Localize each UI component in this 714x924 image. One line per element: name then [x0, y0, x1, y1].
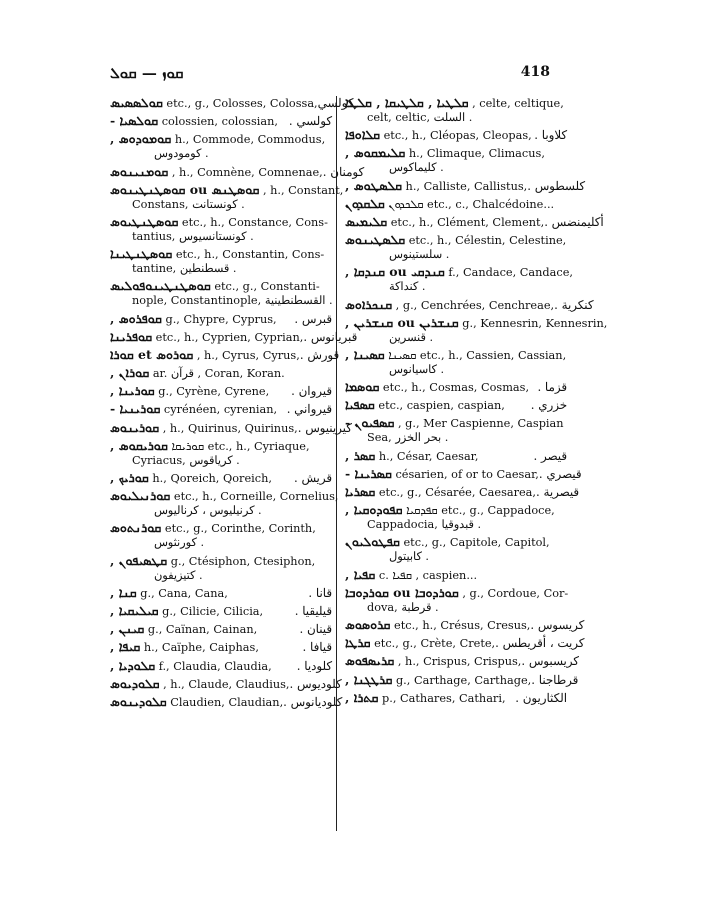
- entry-first-line: [110, 622, 332, 637]
- entry-continuation: tantius, كونستانسيوس .: [132, 229, 254, 243]
- syriac-headword: ܩܣܪ ,: [345, 447, 376, 463]
- entry-continuation: Constans, كونستانت .: [132, 197, 245, 211]
- entry-first-line: [345, 380, 567, 395]
- syriac-headword: ܩܠܐܘܦܐ: [345, 127, 381, 143]
- syriac-headword: ܩܠܛܝܐ , ܩܠܛܝܩܐ , ܩܠܛܐ: [345, 95, 469, 110]
- arabic-equivalent: قزما .: [537, 380, 567, 395]
- syriac-headword: ܩܠܘܕܝܐ ,: [110, 657, 156, 673]
- arabic-equivalent: كولسي .: [288, 114, 332, 129]
- entry-continuation: Cappadocia, قبدوقيا .: [367, 518, 482, 532]
- syriac-headword: ܩܘܣܡܐ: [345, 379, 380, 395]
- arabic-equivalent: قورش .: [299, 347, 340, 362]
- entry-gloss: césarien, of or to Caesar,: [395, 467, 539, 481]
- entry-gloss: etc., g., Crète, Crete,: [374, 637, 496, 651]
- arabic-equivalent: كومنان .: [322, 164, 365, 179]
- syriac-headword: ܩܦܘܕܘܩܝܐ ,: [345, 502, 403, 518]
- entry-gloss: , h., Crispus, Crispus,: [397, 655, 522, 669]
- entry-continuation: كنداكة .: [389, 280, 426, 294]
- dictionary-entry: [110, 586, 332, 601]
- dictionary-entry: [345, 197, 567, 212]
- entry-gloss: f., Claudia, Claudia,: [158, 659, 272, 673]
- dictionary-entry: [110, 675, 342, 692]
- entry-first-line: [345, 416, 567, 431]
- entry-first-line: [110, 384, 332, 399]
- entry-continuation: قنسرين .: [389, 330, 434, 344]
- dictionary-entry: [110, 521, 332, 550]
- entry-first-line: [110, 312, 332, 327]
- entry-first-line: [345, 197, 567, 212]
- entry-gloss: g., Kennesrin, Kennesrin,: [462, 316, 608, 330]
- arabic-equivalent: قيصري .: [538, 466, 582, 481]
- arabic-equivalent: كلوديوس .: [289, 676, 342, 691]
- entry-continuation: كتيزيفون .: [154, 568, 203, 582]
- page-number: 418: [520, 64, 550, 80]
- dictionary-entry: [345, 653, 579, 669]
- arabic-equivalent: قيليقيا .: [294, 603, 332, 618]
- entry-first-line: [345, 465, 582, 482]
- syriac-headword: ܩܬܪܐ ,: [345, 689, 379, 705]
- syriac-headword: ܩܘܣܛܢܣ ou ܩܘܣܛܢܛܝܢܘܣ: [110, 181, 260, 197]
- page-header: [110, 64, 550, 84]
- entry-gloss: h., Climaque, Climacus,: [408, 147, 545, 161]
- entry-continuation: nople, Constantinople, القسطنطينية .: [132, 294, 333, 308]
- entry-gloss: h., Commode, Commodus,: [174, 133, 326, 147]
- syriac-headword: ܩܘܪܝܢܐ ,: [110, 383, 155, 399]
- dictionary-entry: [110, 384, 332, 399]
- arabic-equivalent: كريسبوس .: [521, 654, 579, 669]
- entry-gloss: etc., h., Cosmas, Cosmas,: [382, 381, 530, 395]
- entry-gloss: g., Cana, Cana,: [140, 586, 228, 600]
- entry-continuation: سلستينوس .: [389, 248, 450, 262]
- entry-gloss: etc., g., Césarée, Caesarea,: [378, 486, 537, 499]
- entry-gloss: g., Ctésiphon, Ctesiphon,: [170, 554, 316, 568]
- entry-first-line: [345, 146, 567, 161]
- syriac-headword: ܩܠܣܛܝܢܘܣ: [345, 232, 406, 248]
- syriac-headword: ܩܪܛܐ: [345, 635, 371, 651]
- syriac-headword: ܩܘܣܛܢܛܝܢܘܦܘܠܝܣ: [110, 278, 211, 294]
- entry-gloss: , h., Quirinus, Quirinus,: [162, 421, 298, 435]
- entry-gloss: g., Cilicie, Cilicia,: [162, 604, 264, 618]
- arabic-equivalent: كريت ، أقريطس .: [495, 636, 585, 651]
- arabic-equivalent: كلسطوس .: [527, 178, 585, 193]
- syriac-headword: ܩܘܪܐܢ ,: [110, 365, 150, 381]
- dictionary-entry: [345, 233, 567, 262]
- arabic-equivalent: قبرس .: [294, 311, 332, 326]
- syriac-headword: ܩܘܪܢܝܠܝܘܣ: [110, 488, 171, 504]
- entry-first-line: [345, 314, 608, 331]
- dictionary-entry: [345, 671, 579, 688]
- entry-gloss: , g., Cenchrées, Cenchreae,: [395, 298, 555, 312]
- dictionary-entry: [110, 402, 332, 417]
- entry-gloss: etc., h., Célestin, Celestine,: [408, 234, 567, 248]
- arabic-equivalent: قرطاجنا .: [531, 672, 579, 687]
- syriac-headword: ܩܘܪܝܢܘܣ: [110, 419, 160, 435]
- syriac-headword: ܩܠܘܕܝܢܘܣ: [110, 693, 167, 709]
- entry-gloss: ܩܣܝܢܐ etc., h., Cassien, Cassian,: [388, 348, 567, 362]
- dictionary-entry: [110, 132, 332, 161]
- entry-continuation: كرنيليوس ، كرناليوس .: [154, 504, 262, 518]
- entry-gloss: etc., h., Constantin, Cons-: [175, 248, 325, 262]
- entry-gloss: , h., Constant,: [262, 183, 344, 197]
- entry-first-line: [345, 128, 567, 143]
- entry-gloss: ܩܘܪܝܩܐ etc., h., Cyriaque,: [171, 439, 310, 453]
- dictionary-entry: [110, 312, 332, 327]
- dictionary-entry: [110, 554, 332, 583]
- entry-gloss: etc., h., Corneille, Cornelius,: [173, 490, 339, 504]
- entry-first-line: [345, 691, 567, 706]
- arabic-equivalent: الكثاريون .: [515, 690, 567, 705]
- entry-continuation: Sea, بحر الخزر .: [367, 431, 449, 445]
- arabic-equivalent: كلوديا .: [296, 658, 332, 673]
- arabic-equivalent: قيرواني .: [286, 402, 332, 417]
- entry-first-line: [110, 693, 343, 710]
- dictionary-entry: [345, 586, 567, 615]
- syriac-headword: ܩܘܪܕܘܒܐ ou ܩܘܪܕܘܒܐ: [345, 584, 459, 600]
- arabic-equivalent: قريش .: [294, 471, 332, 485]
- entry-first-line: [110, 604, 332, 619]
- entry-continuation: Cyriacus, كرياقوس .: [132, 453, 240, 467]
- entry-gloss: c. ܩܦܝܐ , caspien...: [378, 568, 478, 582]
- syriac-headword: ܩܣܝܢܐ ,: [345, 346, 385, 362]
- syriac-headword: ܩܘܡܢܝܢܘܣ: [110, 163, 169, 179]
- dictionary-entry: [345, 691, 567, 706]
- dictionary-entry: [110, 488, 339, 518]
- syriac-headword: ܩܘܪܝܢܝܐ -: [110, 401, 161, 417]
- entry-gloss: p., Cathares, Cathari,: [382, 691, 506, 705]
- entry-gloss: etc., h., Cléopas, Cleopas,: [383, 129, 532, 143]
- syriac-headword: ܩܠܘܕܝܘܣ: [110, 675, 160, 691]
- entry-gloss: f., Candace, Candace,: [448, 266, 573, 280]
- dictionary-entry: [345, 503, 567, 532]
- dictionary-entry: [345, 380, 567, 395]
- syriac-headword: ܩܣܦܝܐ: [345, 397, 375, 413]
- entry-first-line: [345, 484, 580, 500]
- dictionary-entry: [110, 471, 332, 486]
- syriac-headword: ܩܠܣܛܘܣ ,: [345, 177, 402, 193]
- entry-first-line: [345, 535, 567, 550]
- arabic-equivalent: كريسوس .: [530, 617, 585, 632]
- arabic-equivalent: قانا .: [308, 585, 332, 600]
- entry-gloss: etc., h., Crésus, Cresus,: [394, 618, 531, 632]
- dictionary-entry: [110, 622, 332, 637]
- arabic-equivalent: قيافا .: [302, 640, 332, 655]
- entry-first-line: [345, 233, 567, 248]
- syriac-headword: ܩܛܣܝܦܘܢ ,: [110, 552, 168, 568]
- syriac-headword: ܩܘܠܣܣܝܣ: [110, 95, 163, 110]
- syriac-headword: ܩܘܪܘܣ et ܩܘܪܐ: [110, 346, 194, 362]
- arabic-equivalent: قيصرية .: [536, 485, 580, 499]
- entry-first-line: [345, 398, 567, 413]
- syriac-headword: ܩܣܪܝܐ: [345, 484, 376, 499]
- entry-first-line: [110, 488, 339, 504]
- entry-first-line: [110, 247, 332, 262]
- syriac-headword: ܩܝܠܝܩܝܐ ,: [110, 602, 159, 618]
- entry-gloss: ar. قرآن , Coran, Koran.: [152, 367, 285, 381]
- entry-first-line: [345, 616, 585, 633]
- arabic-equivalent: قيروان .: [291, 384, 332, 399]
- entry-gloss: h., Qoreich, Qoreich,: [152, 472, 272, 485]
- syriac-headword: ܩܘܠܣܝܐ -: [110, 113, 159, 129]
- dictionary-entry: [110, 419, 352, 436]
- arabic-equivalent: أكليمنضس .: [544, 214, 604, 229]
- dictionary-entry: [345, 128, 567, 143]
- entry-first-line: [345, 449, 567, 464]
- entry-first-line: [345, 296, 594, 313]
- arabic-equivalent: قيصر .: [533, 448, 567, 463]
- entry-first-line: [110, 640, 332, 655]
- syriac-headword: ܩܝܢܢ ,: [110, 621, 145, 637]
- arabic-equivalent: خزري .: [530, 398, 567, 413]
- entry-gloss: etc., g., Corinthe, Corinth,: [164, 522, 316, 536]
- entry-first-line: [110, 328, 358, 345]
- dictionary-entry: [345, 635, 585, 651]
- syriac-headword: ܩܢܐ ,: [110, 584, 137, 600]
- dictionary-entry: [345, 449, 567, 464]
- entry-continuation: كليماكوس .: [389, 161, 444, 175]
- entry-first-line: [345, 213, 604, 230]
- dictionary-entry: [110, 346, 340, 363]
- entry-first-line: [110, 366, 332, 381]
- entry-first-line: [110, 419, 352, 436]
- entry-continuation: tantine, قسطنطين .: [132, 262, 237, 276]
- entry-gloss: etc., h., Cyprien, Cyprian,: [155, 330, 304, 344]
- syriac-headword: ܩܪܛܓܢܐ ,: [345, 671, 393, 687]
- syriac-headword: ܩܪܝܣܦܘܣ: [345, 653, 395, 669]
- entry-gloss: g., Caïnan, Cainan,: [147, 623, 258, 637]
- entry-gloss: , g., Cordoue, Cor-: [462, 586, 569, 600]
- dictionary-entry: [110, 366, 332, 381]
- entry-first-line: [345, 568, 567, 583]
- syriac-headword: ܩܘܣܛܢܛܝܘܣ: [110, 213, 179, 229]
- dictionary-entry: [110, 693, 343, 710]
- entry-continuation: كابيتول .: [389, 550, 430, 564]
- entry-continuation: كورنثوس .: [154, 536, 205, 550]
- entry-first-line: [110, 95, 354, 111]
- dictionary-entry: [110, 247, 332, 276]
- entry-first-line: [345, 635, 585, 651]
- entry-first-line: [110, 586, 332, 601]
- entry-first-line: [345, 586, 567, 601]
- entry-gloss: , h., Comnène, Comnenae,: [171, 165, 323, 179]
- syriac-headword: ܩܦܛܘܠܝܘܢ: [345, 534, 400, 550]
- entry-gloss: etc., h., Constance, Cons-: [181, 215, 328, 229]
- entry-gloss: g., Chypre, Cyprus,: [165, 312, 277, 326]
- dictionary-entry: [110, 659, 332, 674]
- entry-first-line: [345, 671, 579, 688]
- arabic-equivalent: قينان .: [299, 622, 332, 637]
- dictionary-entry: [345, 484, 580, 500]
- dictionary-entry: [345, 146, 567, 175]
- dictionary-entry: [345, 416, 567, 445]
- dictionary-entry: [345, 568, 567, 583]
- dictionary-entry: [345, 314, 608, 345]
- entry-gloss: etc., g., Constanti-: [214, 280, 320, 294]
- syriac-headword: ܩܘܦܪܝܢܐ: [110, 328, 153, 344]
- entry-gloss: etc., h., Clément, Clement,: [390, 215, 545, 229]
- dictionary-entry: [345, 213, 604, 230]
- dictionary-entry: [345, 348, 567, 377]
- entry-continuation: كاسيانوس .: [389, 362, 445, 376]
- arabic-equivalent: كنكرية .: [554, 297, 594, 312]
- syriac-headword: ܩܘܡܘܕܘܣ ,: [110, 131, 172, 147]
- entry-first-line: [110, 279, 332, 294]
- entry-first-line: [110, 675, 342, 692]
- entry-first-line: [110, 659, 332, 674]
- entry-first-line: [345, 96, 567, 111]
- syriac-headword: ܩܠܩܕܘܢ: [345, 195, 385, 211]
- entry-gloss: , g., Mer Caspienne, Caspian: [397, 417, 564, 431]
- dictionary-entry: [110, 279, 332, 308]
- syriac-headword: ܩܘܦܪܘܣ ,: [110, 310, 162, 326]
- entry-first-line: [110, 215, 332, 230]
- entry-gloss: , celte, celtique,: [472, 97, 564, 110]
- right-column: [345, 95, 608, 709]
- entry-first-line: [110, 521, 332, 536]
- arabic-equivalent: كيرينيوس .: [297, 420, 352, 435]
- arabic-equivalent: قبريانوس .: [303, 329, 358, 344]
- entry-first-line: [110, 132, 332, 147]
- entry-first-line: [345, 503, 567, 518]
- entry-first-line: [110, 181, 344, 198]
- syriac-headword: ܩܝܦܐ ,: [110, 639, 141, 655]
- dictionary-entry: [110, 95, 354, 111]
- running-head: ܩܘܙ — ܩܘܠ: [110, 64, 184, 82]
- entry-gloss: ܩܦܕܩܝܐ etc., g., Cappadoce,: [406, 504, 555, 518]
- dictionary-entry: [110, 163, 365, 180]
- syriac-headword: ܩܢܟܪܐܘܣ: [345, 296, 393, 312]
- dictionary-entry: [110, 439, 332, 468]
- entry-continuation: كومودوس .: [154, 147, 209, 161]
- dictionary-entry: [345, 264, 573, 294]
- entry-first-line: [110, 346, 340, 363]
- dictionary-entry: [345, 398, 567, 413]
- entry-gloss: h., Calliste, Callistus,: [405, 179, 528, 193]
- syriac-headword: ܩܢܫܪܝܢ ou ܩܢܫܪܝܢ ,: [345, 314, 459, 330]
- syriac-headword: ܩܘܪܢܬܘܣ: [110, 520, 162, 536]
- entry-gloss: etc., g., Colosses, Colossa,: [166, 97, 318, 110]
- entry-gloss: etc., caspien, caspian,: [378, 399, 505, 413]
- arabic-equivalent: كلوديانوس .: [283, 694, 343, 709]
- entry-first-line: [345, 653, 579, 669]
- entry-first-line: [110, 439, 332, 454]
- dictionary-entry: [345, 465, 582, 482]
- entry-gloss: Claudien, Claudian,: [170, 695, 284, 709]
- entry-gloss: colossien, colossian,: [161, 115, 278, 129]
- entry-continuation: celt, celtic, السلت .: [367, 111, 473, 124]
- entry-gloss: ܩܠܟܕܘܢ etc., c., Chalcédoine...: [388, 197, 555, 211]
- syriac-headword: ܩܦܝܐ ,: [345, 566, 376, 582]
- entry-gloss: h., Caïphe, Caiphas,: [143, 641, 259, 655]
- entry-first-line: [110, 471, 332, 486]
- dictionary-entry: [345, 296, 594, 313]
- entry-first-line: [110, 554, 332, 569]
- syriac-headword: ܩܣܦܝܘܢ -: [345, 415, 395, 431]
- syriac-headword: ܩܘܪܝܩܘܣ ,: [110, 437, 168, 453]
- syriac-headword: ܩܠܝܡܩܘܣ ,: [345, 145, 406, 161]
- dictionary-entry: [345, 535, 567, 564]
- entry-first-line: [110, 402, 332, 417]
- dictionary-entry: [345, 96, 567, 125]
- entry-gloss: h., César, Caesar,: [378, 449, 479, 463]
- dictionary-entry: [110, 215, 332, 244]
- arabic-equivalent: كولسي: [317, 96, 354, 110]
- entry-gloss: etc., g., Capitole, Capitol,: [403, 536, 550, 550]
- dictionary-entry: [110, 181, 344, 212]
- dictionary-entry: [110, 114, 332, 129]
- entry-first-line: [110, 114, 332, 129]
- entry-gloss: g., Cyrène, Cyrene,: [158, 385, 270, 399]
- dictionary-entry: [110, 604, 332, 619]
- arabic-equivalent: كلاوبا .: [534, 128, 567, 143]
- entry-gloss: g., Carthage, Carthage,: [395, 673, 532, 687]
- entry-first-line: [345, 348, 567, 363]
- entry-gloss: cyrénéen, cyrenian,: [163, 403, 278, 417]
- syriac-headword: ܩܣܪܝܢܐ -: [345, 465, 392, 481]
- dictionary-entry: [110, 640, 332, 655]
- dictionary-entry: [110, 328, 358, 345]
- entry-continuation: dova, قرطبة .: [367, 600, 439, 614]
- entry-first-line: [110, 163, 365, 180]
- dictionary-entry: [345, 177, 585, 194]
- syriac-headword: ܩܪܘܣܘܣ: [345, 616, 391, 632]
- syriac-headword: ܩܘܣܛܢܛܝܢܐ: [110, 246, 173, 262]
- column-divider: [336, 96, 337, 831]
- entry-gloss: , h., Cyrus, Cyrus,: [196, 348, 300, 362]
- entry-first-line: [345, 177, 585, 194]
- entry-gloss: , h., Claude, Claudius,: [163, 677, 290, 691]
- syriac-headword: ܩܢܕܩܝ ou ܩܢܕܩܐ ,: [345, 264, 445, 280]
- syriac-headword: ܩܠܝܡܝܣ: [345, 213, 388, 229]
- syriac-headword: ܩܘܪܝܟ ,: [110, 470, 149, 485]
- dictionary-entry: [345, 616, 585, 633]
- entry-first-line: [345, 264, 573, 280]
